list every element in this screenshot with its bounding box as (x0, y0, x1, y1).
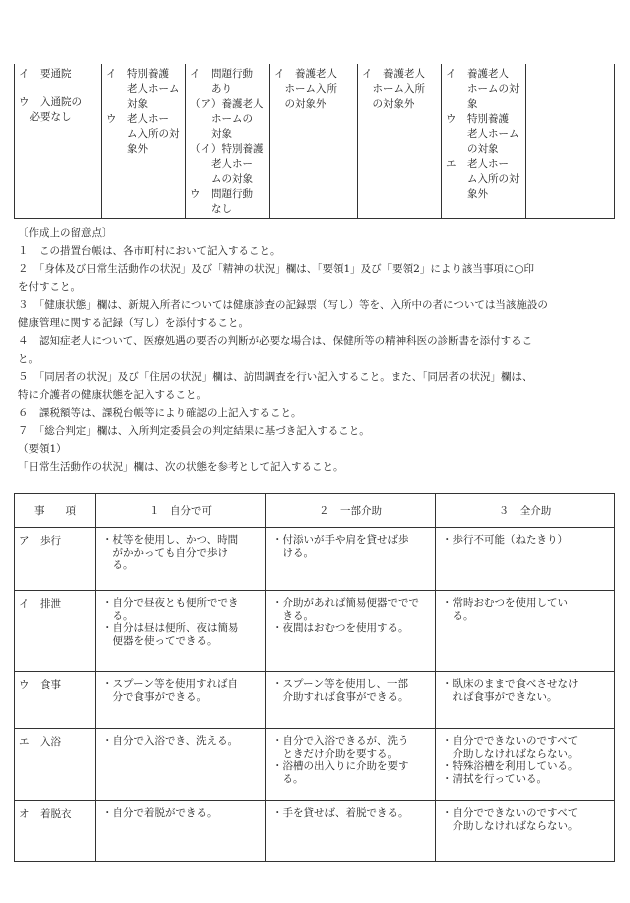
adl-cell-line: れば食事ができない。 (442, 690, 558, 703)
adl-cell-line: ・夜間はおむつを使用する。 (272, 622, 409, 634)
note-line: を付すこと。 (18, 281, 81, 293)
header-full: ３ 全介助 (436, 494, 615, 528)
cell-line: ウ 入通院の (19, 96, 82, 108)
adl-cell (96, 591, 266, 672)
adl-cell-line: ・特殊浴槽を利用している。 (442, 760, 579, 772)
adl-cell (96, 729, 266, 801)
continuation-cell (526, 64, 615, 219)
cell-line: イ 特別養護 (106, 68, 169, 80)
continuation-cell (358, 64, 442, 219)
adl-cell-line: ・臥床のままで食べさせなけ (442, 678, 579, 690)
cell-line: 老人ホー (190, 158, 253, 170)
adl-row (15, 591, 615, 672)
header-item: 事 項 (15, 494, 96, 528)
adl-cell (436, 801, 615, 862)
adl-cell-line: 便器を使ってできる。 (102, 634, 218, 647)
adl-cell (436, 528, 615, 591)
adl-cell (436, 729, 615, 801)
adl-cell-line: る。 (272, 772, 304, 785)
cell-line: の対象外 (362, 98, 415, 110)
continuation-cell (270, 64, 358, 219)
adl-row-label: オ 着脱衣 (15, 801, 96, 862)
cell-line: （イ）特別養護 (190, 143, 264, 155)
adl-row (15, 528, 615, 591)
cell-line: 老人ホーム (106, 83, 180, 95)
note-line: と。 (18, 353, 39, 365)
adl-cell-line: ・自分で入浴できるが、洗う (272, 735, 409, 747)
cell-line: ウ 特別養護 (446, 113, 509, 125)
cell-line: ム入所の対 (446, 173, 520, 185)
adl-cell (436, 591, 615, 672)
continuation-cell (102, 64, 186, 219)
cell-line: ホーム入所 (274, 83, 337, 95)
cell-line: 老人ホーム (446, 128, 520, 140)
adl-row-label: イ 排泄 (15, 591, 96, 672)
header-partial: ２ 一部介助 (266, 494, 436, 528)
cell-line: エ 老人ホー (446, 158, 509, 170)
cell-line: ホームの (190, 113, 253, 125)
cell-line: ムの対象 (190, 173, 253, 185)
cell-line: イ 問題行動 (190, 68, 253, 80)
cell-line: ウ 老人ホー (106, 113, 169, 125)
note-line: ５ 「同居者の状況」及び「住居の状況」欄は、訪問調査を行い記入すること。また、「同居者の状況」欄は、 (18, 371, 533, 383)
cell-line: 必要なし (19, 111, 72, 123)
cell-line: ホーム入所 (362, 83, 425, 95)
adl-cell-line: る。 (102, 559, 134, 571)
note-line: ７ 「総合判定」欄は、入所判定委員会の判定結果に基づき記入すること。 (18, 425, 370, 437)
adl-row (15, 801, 615, 862)
cell-line: なし (190, 203, 232, 215)
adl-row (15, 729, 615, 801)
note-line: ３ 「健康状態」欄は、新規入所者については健康診査の記録票（写し）等を、入所中の者については当該施設の (18, 299, 548, 311)
adl-cell (266, 528, 436, 591)
adl-cell-line: ける。 (272, 546, 314, 559)
cell-line: 対象 (190, 128, 232, 140)
cell-line: イ 要通院 (19, 68, 72, 80)
cell-line: イ 養護老人 (362, 68, 425, 80)
guideline-heading: （要領1） (18, 443, 67, 455)
adl-cell (96, 672, 266, 729)
adl-row-label: エ 入浴 (15, 729, 96, 801)
adl-row (15, 672, 615, 729)
adl-cell (266, 591, 436, 672)
note-line: ２ 「身体及び日常生活動作の状況」及び「精神の状況」欄は、「要領1」及び「要領2」により該当事項に○印 (18, 263, 535, 275)
note-line: ６ 課税額等は、課税台帳等により確認の上記入すること。 (18, 407, 302, 419)
adl-cell-line: る。 (102, 609, 134, 622)
cell-line: 対象 (106, 98, 148, 110)
adl-cell-line: ・自分でできないのですべて (442, 735, 579, 747)
cell-line: ウ 問題行動 (190, 188, 253, 200)
adl-cell-line: ・付添いが手や肩を貸せば歩 (272, 534, 409, 546)
continuation-cell (15, 64, 102, 219)
adl-cell-line: ・自分は昼は便所、夜は簡易 (102, 622, 239, 634)
continuation-cell (186, 64, 270, 219)
notes-section (18, 226, 614, 478)
adl-cell-line: ・自分で入浴でき、洗える。 (102, 735, 239, 747)
cell-line: （ア）養護老人 (190, 98, 264, 110)
adl-cell-line: がかかっても自分で歩け (102, 546, 228, 559)
adl-cell-line: ・自分でできないのですべて (442, 807, 579, 819)
note-line: １ この措置台帳は、各市町村において記入すること。 (18, 245, 281, 257)
adl-cell (96, 801, 266, 862)
cell-line: ム入所の対 (106, 128, 180, 140)
note-line: 特に介護者の健康状態を記入すること。 (18, 389, 207, 401)
adl-cell-line: ・スプーン等を使用すれば自 (102, 678, 238, 690)
cell-line: 象外 (106, 143, 148, 155)
adl-cell-line: ・スプーン等を使用し、一部 (272, 678, 408, 690)
cell-line: あり (190, 83, 232, 95)
adl-cell-line: ・杖等を使用し、かつ、時間 (102, 534, 239, 546)
cell-line: の対象外 (274, 98, 327, 110)
adl-cell (266, 801, 436, 862)
adl-cell-line: ・歩行不可能（ねたきり） (442, 534, 568, 546)
adl-cell-line: ・常時おむつを使用してい (442, 597, 568, 609)
adl-row-label: ア 歩行 (15, 528, 96, 591)
continuation-table (14, 64, 615, 219)
cell-line: イ 養護老人 (274, 68, 337, 80)
note-line: 健康管理に関する記録（写し）を添付すること。 (18, 317, 249, 329)
adl-cell-line: 介助しなければならない。 (442, 819, 579, 832)
adl-cell-line: ・浴槽の出入りに介助を要す (272, 760, 409, 772)
adl-cell (436, 672, 615, 729)
cell-line: ホームの対 (446, 83, 520, 95)
notes-heading: 〔作成上の留意点〕 (18, 227, 113, 239)
adl-table (14, 493, 615, 862)
adl-cell-line: 分で食事ができる。 (102, 690, 207, 703)
adl-cell-line: ・手を貸せば、着脱できる。 (272, 807, 409, 819)
cell-line: 象外 (446, 188, 488, 200)
adl-cell-line: ・自分で昼夜とも便所ででき (102, 597, 239, 609)
adl-row-label: ウ 食事 (15, 672, 96, 729)
adl-cell (266, 729, 436, 801)
adl-cell-line: きる。 (272, 609, 314, 622)
cell-line: の対象 (446, 143, 499, 155)
adl-cell-line: 介助すれば食事ができる。 (272, 690, 409, 703)
continuation-cell (442, 64, 526, 219)
adl-header-row (15, 494, 615, 528)
note-line: ４ 認知症老人について、医療処遇の要否の判断が必要な場合は、保健所等の精神科医の診断書を添付するこ (18, 335, 533, 347)
cell-line: イ 養護老人 (446, 68, 509, 80)
adl-cell (96, 528, 266, 591)
adl-cell-line: ・自分で着脱ができる。 (102, 807, 218, 819)
adl-cell-line: 介助しなければならない。 (442, 747, 579, 760)
guideline-intro: 「日常生活動作の状況」欄は、次の状態を参考として記入すること。 (18, 461, 344, 473)
header-self: １ 自分で可 (96, 494, 266, 528)
adl-cell (266, 672, 436, 729)
adl-cell-line: ・介助があれば簡易便器ででで (272, 597, 419, 609)
adl-cell-line: ・清拭を行っている。 (442, 772, 547, 785)
continuation-row (15, 64, 615, 219)
adl-cell-line: る。 (442, 609, 474, 622)
adl-cell-line: ときだけ介助を要する。 (272, 747, 398, 760)
cell-line: 象 (446, 98, 478, 110)
